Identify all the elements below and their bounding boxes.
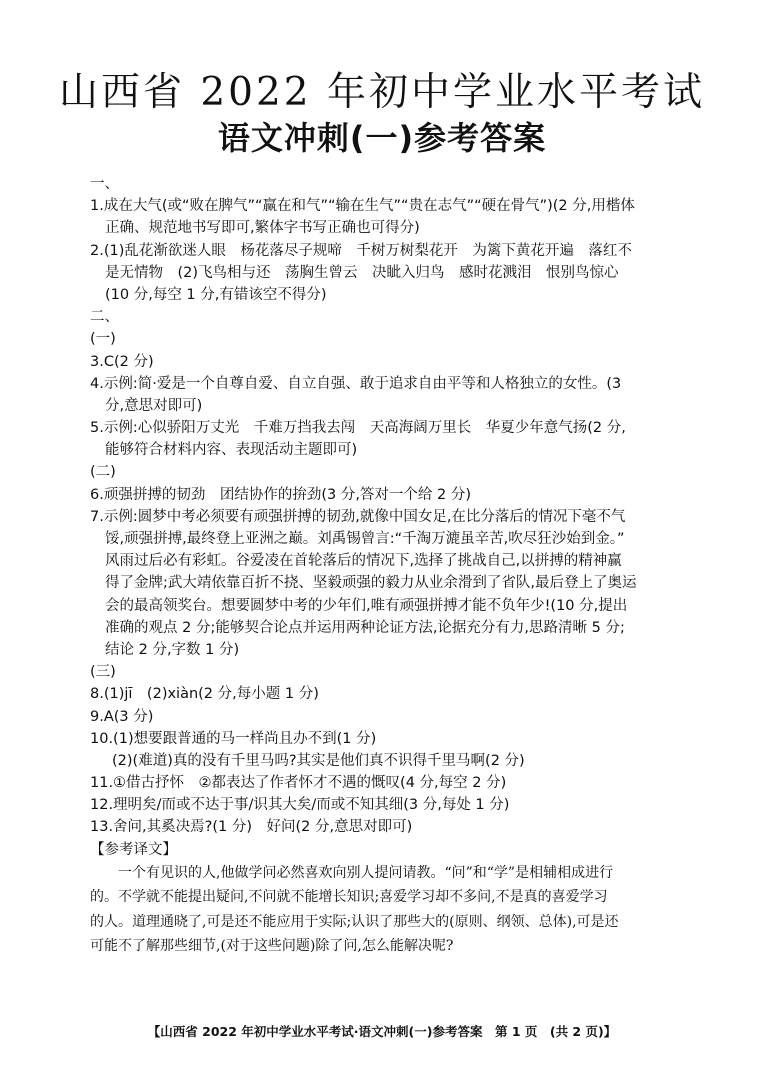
translation-paragraph <box>90 861 680 959</box>
answer-line: 13.舍问,其奚决焉?(1 分) 好问(2 分,意思对即可) <box>90 819 413 836</box>
answer-line: 7.示例:圆梦中考必须要有顽强拼搏的韧劲,就像中国女足,在比分落后的情况下毫不气 <box>90 508 626 525</box>
answer-body <box>90 173 680 959</box>
answer-line: 风雨过后必有彩虹。谷爱凌在首轮落后的情况下,选择了挑战自己,以拼搏的精神赢 <box>105 553 622 570</box>
answer-line: 3.C(2 分) <box>90 353 154 370</box>
subsection-heading: (一) <box>90 331 116 348</box>
answer-line: 馁,顽强拼搏,最终登上亚洲之巅。刘禹锡曾言:“千淘万漉虽辛苦,吹尽狂沙始到金。” <box>105 531 625 547</box>
answer-line: (10 分,每空 1 分,有错该空不得分) <box>105 286 327 303</box>
section-heading: 一、 <box>90 176 119 192</box>
answer-line: 6.顽强拼搏的韧劲 团结协作的拚劲(3 分,答对一个给 2 分) <box>90 486 472 503</box>
answer-line: 9.A(3 分) <box>90 708 154 725</box>
answer-line: 10.(1)想要跟普通的马一样尚且办不到(1 分) <box>90 730 377 747</box>
answer-line: 11.①借古抒怀 ②都表达了作者怀才不遇的慨叹(4 分,每空 2 分) <box>90 775 507 792</box>
subsection-heading: (二) <box>90 464 116 481</box>
page-footer: 【山西省 2022 年初中学业水平考试·语文冲刺(一)参考答案 第 1 页 (共 2 页)】 <box>147 1024 617 1039</box>
answer-line: 是无情物 (2)飞鸟相与还 荡胸生曾云 决眦入归鸟 感时花溅泪 恨别鸟惊心 <box>105 264 619 281</box>
section-heading: 二、 <box>90 309 119 326</box>
answer-line: 准确的观点 2 分;能够契合论点并运用两种论证方法,论据充分有力,思路清晰 5 分; <box>105 619 625 636</box>
subsection-heading: (三) <box>90 664 116 681</box>
answer-line: 分,意思对即可) <box>105 397 203 414</box>
answer-line: 1.成在大气(或“败在脾气”“赢在和气”“输在生气”“贵在志气”“硬在骨气”)(2 分,用楷体 <box>90 198 635 215</box>
translation-heading: 【参考译文】 <box>90 841 177 858</box>
exam-title: 山西省 2022 年初中学业水平考试 <box>58 70 706 115</box>
answer-line: 2.(1)乱花渐欲迷人眼 杨花落尽子规啼 千树万树梨花开 为篱下黄花开遍 落红不 <box>90 242 632 259</box>
translation-line: 可能不了解那些细节,(对于这些问题)除了问,怎么能解决呢? <box>90 938 454 955</box>
answer-line: 结论 2 分,字数 1 分) <box>105 641 240 658</box>
translation-line: 的人。道理通晓了,可是还不能应用于实际;认识了那些大的(原则、纲领、总体),可是还 <box>90 913 619 930</box>
answer-key-title: 语文冲刺(一)参考答案 <box>217 119 547 157</box>
answer-line: 得了金牌;武大靖依靠百折不挠、坚毅顽强的毅力从业余滑到了省队,最后登上了奥运 <box>105 575 637 592</box>
answer-line: 12.理明矣/而或不达于事/识其大矣/而或不知其细(3 分,每处 1 分) <box>90 797 510 814</box>
answer-line: 8.(1)jī (2)xiàn(2 分,每小题 1 分) <box>90 686 319 703</box>
answer-line: 4.示例:简·爱是一个自尊自爱、自立自强、敢于追求自由平等和人格独立的女性。(3 <box>90 375 622 392</box>
translation-line: 一个有见识的人,他做学问必然喜欢向别人提问请教。“问”和“学”是相辅相成进行 <box>90 864 614 881</box>
answer-line: 能够符合材料内容、表现活动主题即可) <box>105 442 358 459</box>
answer-line: (2)(难道)真的没有千里马吗?其实是他们真不识得千里马啊(2 分) <box>112 752 525 769</box>
translation-line: 的。不学就不能提出疑问,不问就不能增长知识;喜爱学习却不多问,不是真的喜爱学习 <box>90 889 608 906</box>
answer-line: 正确、规范地书写即可,繁体字书写正确也可得分) <box>105 220 420 237</box>
answer-line: 5.示例:心似骄阳万丈光 千难万挡我去闯 天高海阔万里长 华夏少年意气扬(2 分, <box>90 420 626 437</box>
answer-line: 会的最高领奖台。想要圆梦中考的少年们,唯有顽强拼搏才能不负年少!(10 分,提出 <box>105 597 628 614</box>
